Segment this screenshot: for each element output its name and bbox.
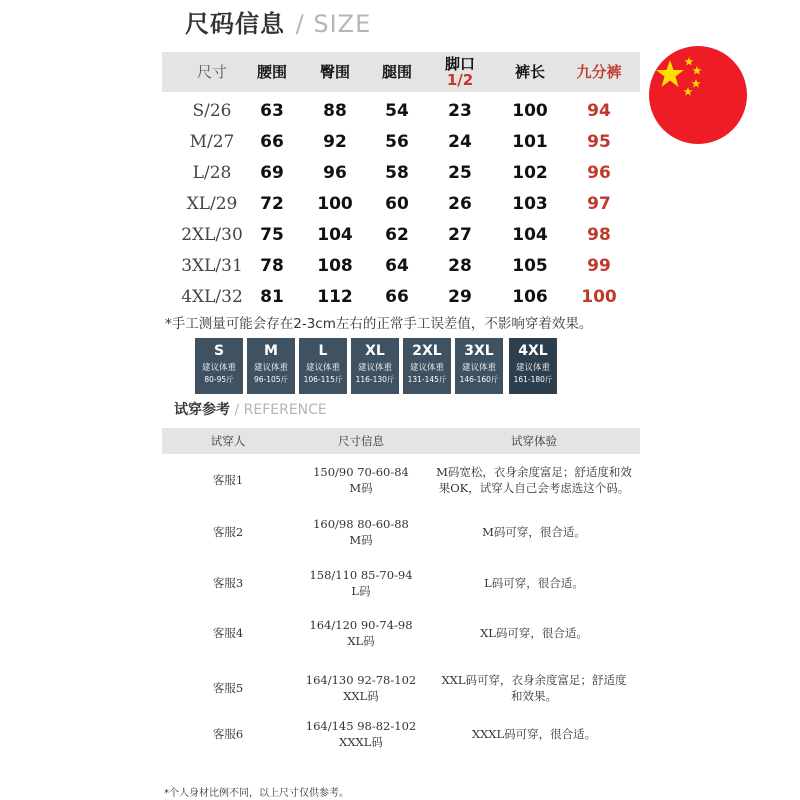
- chip-label: 建议体重: [461, 363, 496, 373]
- size-row: [162, 282, 640, 312]
- row-cropped-length: 99: [587, 256, 611, 276]
- row-cropped-length: 100: [581, 287, 617, 307]
- chip-size: 2XL: [412, 343, 442, 359]
- chip-size: M: [264, 343, 278, 359]
- china-flag-icon: [648, 45, 748, 145]
- row-size: L/28: [192, 163, 232, 183]
- row-leg-opening: 27: [448, 225, 472, 245]
- tester-size: XXXL码: [339, 735, 383, 749]
- tester-size: XXL码: [343, 689, 379, 703]
- chip-size: L: [318, 343, 328, 359]
- tester-size-info: [294, 663, 428, 713]
- row-hip: 96: [323, 163, 347, 183]
- reference-section-title: [174, 399, 327, 419]
- tester-experience: M码可穿，很合适。: [482, 525, 586, 539]
- row-size: M/27: [189, 132, 235, 152]
- row-waist: 66: [260, 132, 284, 152]
- reference-row: [162, 558, 640, 608]
- size-row: [162, 220, 640, 250]
- chip-range: 116-130斤: [355, 375, 395, 384]
- reference-row: [162, 507, 640, 557]
- chip-range: 161-180斤: [513, 375, 553, 384]
- row-thigh: 58: [385, 163, 409, 183]
- tester-measurements: 150/90 70-60-84: [313, 465, 409, 479]
- row-size: S/26: [192, 101, 232, 121]
- size-row: [162, 158, 640, 188]
- chip-range: 80-95斤: [204, 375, 234, 384]
- row-thigh: 56: [385, 132, 409, 152]
- row-hip: 100: [317, 194, 353, 214]
- row-waist: 72: [260, 194, 284, 214]
- tester-name: 客服3: [212, 576, 244, 590]
- row-cropped-length: 95: [587, 132, 611, 152]
- row-hip: 112: [317, 287, 353, 307]
- row-waist: 81: [260, 287, 284, 307]
- weight-chip-s: [195, 338, 243, 394]
- chip-range: 131-145斤: [407, 375, 447, 384]
- size-table-header: [162, 52, 640, 92]
- reference-table-header: [162, 428, 640, 454]
- row-hip: 92: [323, 132, 347, 152]
- row-thigh: 64: [385, 256, 409, 276]
- row-length: 100: [512, 101, 548, 121]
- header-leg-opening-label: 脚口: [444, 55, 475, 73]
- reference-title-en: / REFERENCE: [230, 402, 327, 418]
- row-leg-opening: 24: [448, 132, 472, 152]
- header-leg-opening-half: 1/2: [446, 71, 474, 89]
- row-length: 105: [512, 256, 548, 276]
- header-size: 尺寸: [196, 63, 227, 81]
- tester-size: M码: [349, 533, 373, 547]
- row-hip: 108: [317, 256, 353, 276]
- reference-row: [162, 608, 640, 658]
- tester-name: 客服1: [212, 473, 244, 487]
- reference-row: [162, 663, 640, 713]
- tester-size-info: [294, 455, 428, 505]
- row-waist: 75: [260, 225, 284, 245]
- row-size: 4XL/32: [181, 287, 243, 307]
- tester-measurements: 164/120 90-74-98: [309, 618, 413, 632]
- tester-name: 客服6: [212, 727, 244, 741]
- tester-measurements: 160/98 80-60-88: [313, 517, 409, 531]
- size-row: [162, 189, 640, 219]
- tester-size: L码: [351, 584, 371, 598]
- tester-size-info: [294, 507, 428, 557]
- weight-chip-l: [299, 338, 347, 394]
- header-thigh: 腿围: [381, 63, 412, 81]
- header-tester: 试穿人: [210, 434, 246, 448]
- row-thigh: 62: [385, 225, 409, 245]
- row-hip: 104: [317, 225, 353, 245]
- tester-measurements: 158/110 85-70-94: [309, 568, 413, 582]
- chip-size: XL: [365, 343, 385, 359]
- tester-size-info: [294, 709, 428, 759]
- weight-chip-2xl: [403, 338, 451, 394]
- reference-row: [162, 455, 640, 505]
- reference-row: [162, 709, 640, 759]
- tester-name: 客服4: [212, 626, 244, 640]
- row-cropped-length: 97: [587, 194, 611, 214]
- size-row: [162, 96, 640, 126]
- weight-chip-3xl: [455, 338, 503, 394]
- tester-size-info: [294, 608, 428, 658]
- header-size-info: 尺寸信息: [338, 434, 384, 448]
- header-hip: 臀围: [319, 63, 350, 81]
- chip-size: 4XL: [518, 343, 548, 359]
- size-title-en: / SIZE: [287, 10, 372, 38]
- weight-chip-xl: [351, 338, 399, 394]
- tester-size: M码: [349, 481, 373, 495]
- row-size: 2XL/30: [181, 225, 243, 245]
- chip-label: 建议体重: [305, 363, 340, 373]
- row-length: 106: [512, 287, 548, 307]
- tester-experience: XXXL码可穿，很合适。: [471, 727, 597, 741]
- row-hip: 88: [323, 101, 347, 121]
- row-leg-opening: 23: [448, 101, 472, 121]
- chip-label: 建议体重: [515, 363, 550, 373]
- weight-chip-4xl: [509, 338, 557, 394]
- header-length: 裤长: [514, 63, 545, 81]
- reference-title-cn: 试穿参考: [174, 402, 230, 418]
- measurement-note: *手工测量可能会存在2-3cm左右的正常手工误差值，不影响穿着效果。: [165, 316, 593, 332]
- chip-range: 146-160斤: [459, 375, 499, 384]
- row-waist: 63: [260, 101, 284, 121]
- tester-measurements: 164/130 92-78-102: [305, 673, 417, 687]
- tester-size-info: [294, 558, 428, 608]
- chip-label: 建议体重: [357, 363, 392, 373]
- header-experience: 试穿体验: [511, 434, 557, 448]
- row-length: 104: [512, 225, 548, 245]
- size-row: [162, 127, 640, 157]
- row-thigh: 54: [385, 101, 409, 121]
- row-size: 3XL/31: [181, 256, 243, 276]
- row-length: 103: [512, 194, 548, 214]
- tester-experience: M码宽松，衣身余度富足；舒适度和效果OK，试穿人自己会考虑选这个码。: [436, 465, 632, 495]
- row-waist: 69: [260, 163, 284, 183]
- size-row: [162, 251, 640, 281]
- header-cropped-length: 九分裤: [576, 63, 622, 81]
- row-thigh: 60: [385, 194, 409, 214]
- row-leg-opening: 28: [448, 256, 472, 276]
- header-waist: 腰围: [256, 63, 287, 81]
- tester-experience: L码可穿，很合适。: [484, 576, 584, 590]
- row-leg-opening: 26: [448, 194, 472, 214]
- header-leg-opening: [420, 52, 500, 92]
- tester-experience: XL码可穿，很合适。: [480, 626, 588, 640]
- row-leg-opening: 25: [448, 163, 472, 183]
- row-cropped-length: 94: [587, 101, 611, 121]
- row-thigh: 66: [385, 287, 409, 307]
- row-waist: 78: [260, 256, 284, 276]
- chip-label: 建议体重: [253, 363, 288, 373]
- chip-size: 3XL: [464, 343, 494, 359]
- chip-range: 106-115斤: [303, 375, 343, 384]
- row-cropped-length: 98: [587, 225, 611, 245]
- row-size: XL/29: [186, 194, 238, 214]
- row-length: 102: [512, 163, 548, 183]
- tester-name: 客服2: [212, 525, 244, 539]
- chip-size: S: [213, 343, 225, 359]
- tester-measurements: 164/145 98-82-102: [305, 719, 417, 733]
- row-cropped-length: 96: [587, 163, 611, 183]
- row-length: 101: [512, 132, 548, 152]
- weight-chip-m: [247, 338, 295, 394]
- size-title-cn: 尺码信息: [185, 10, 285, 38]
- reference-footnote: *个人身材比例不同，以上尺寸仅供参考。: [164, 788, 349, 799]
- chip-label: 建议体重: [201, 363, 236, 373]
- chip-range: 96-105斤: [253, 375, 289, 384]
- tester-size: XL码: [347, 634, 375, 648]
- chip-label: 建议体重: [409, 363, 444, 373]
- size-section-title: [185, 4, 371, 39]
- tester-experience: XXL码可穿，衣身余度富足；舒适度和效果。: [441, 673, 627, 703]
- tester-name: 客服5: [212, 681, 244, 695]
- row-leg-opening: 29: [448, 287, 472, 307]
